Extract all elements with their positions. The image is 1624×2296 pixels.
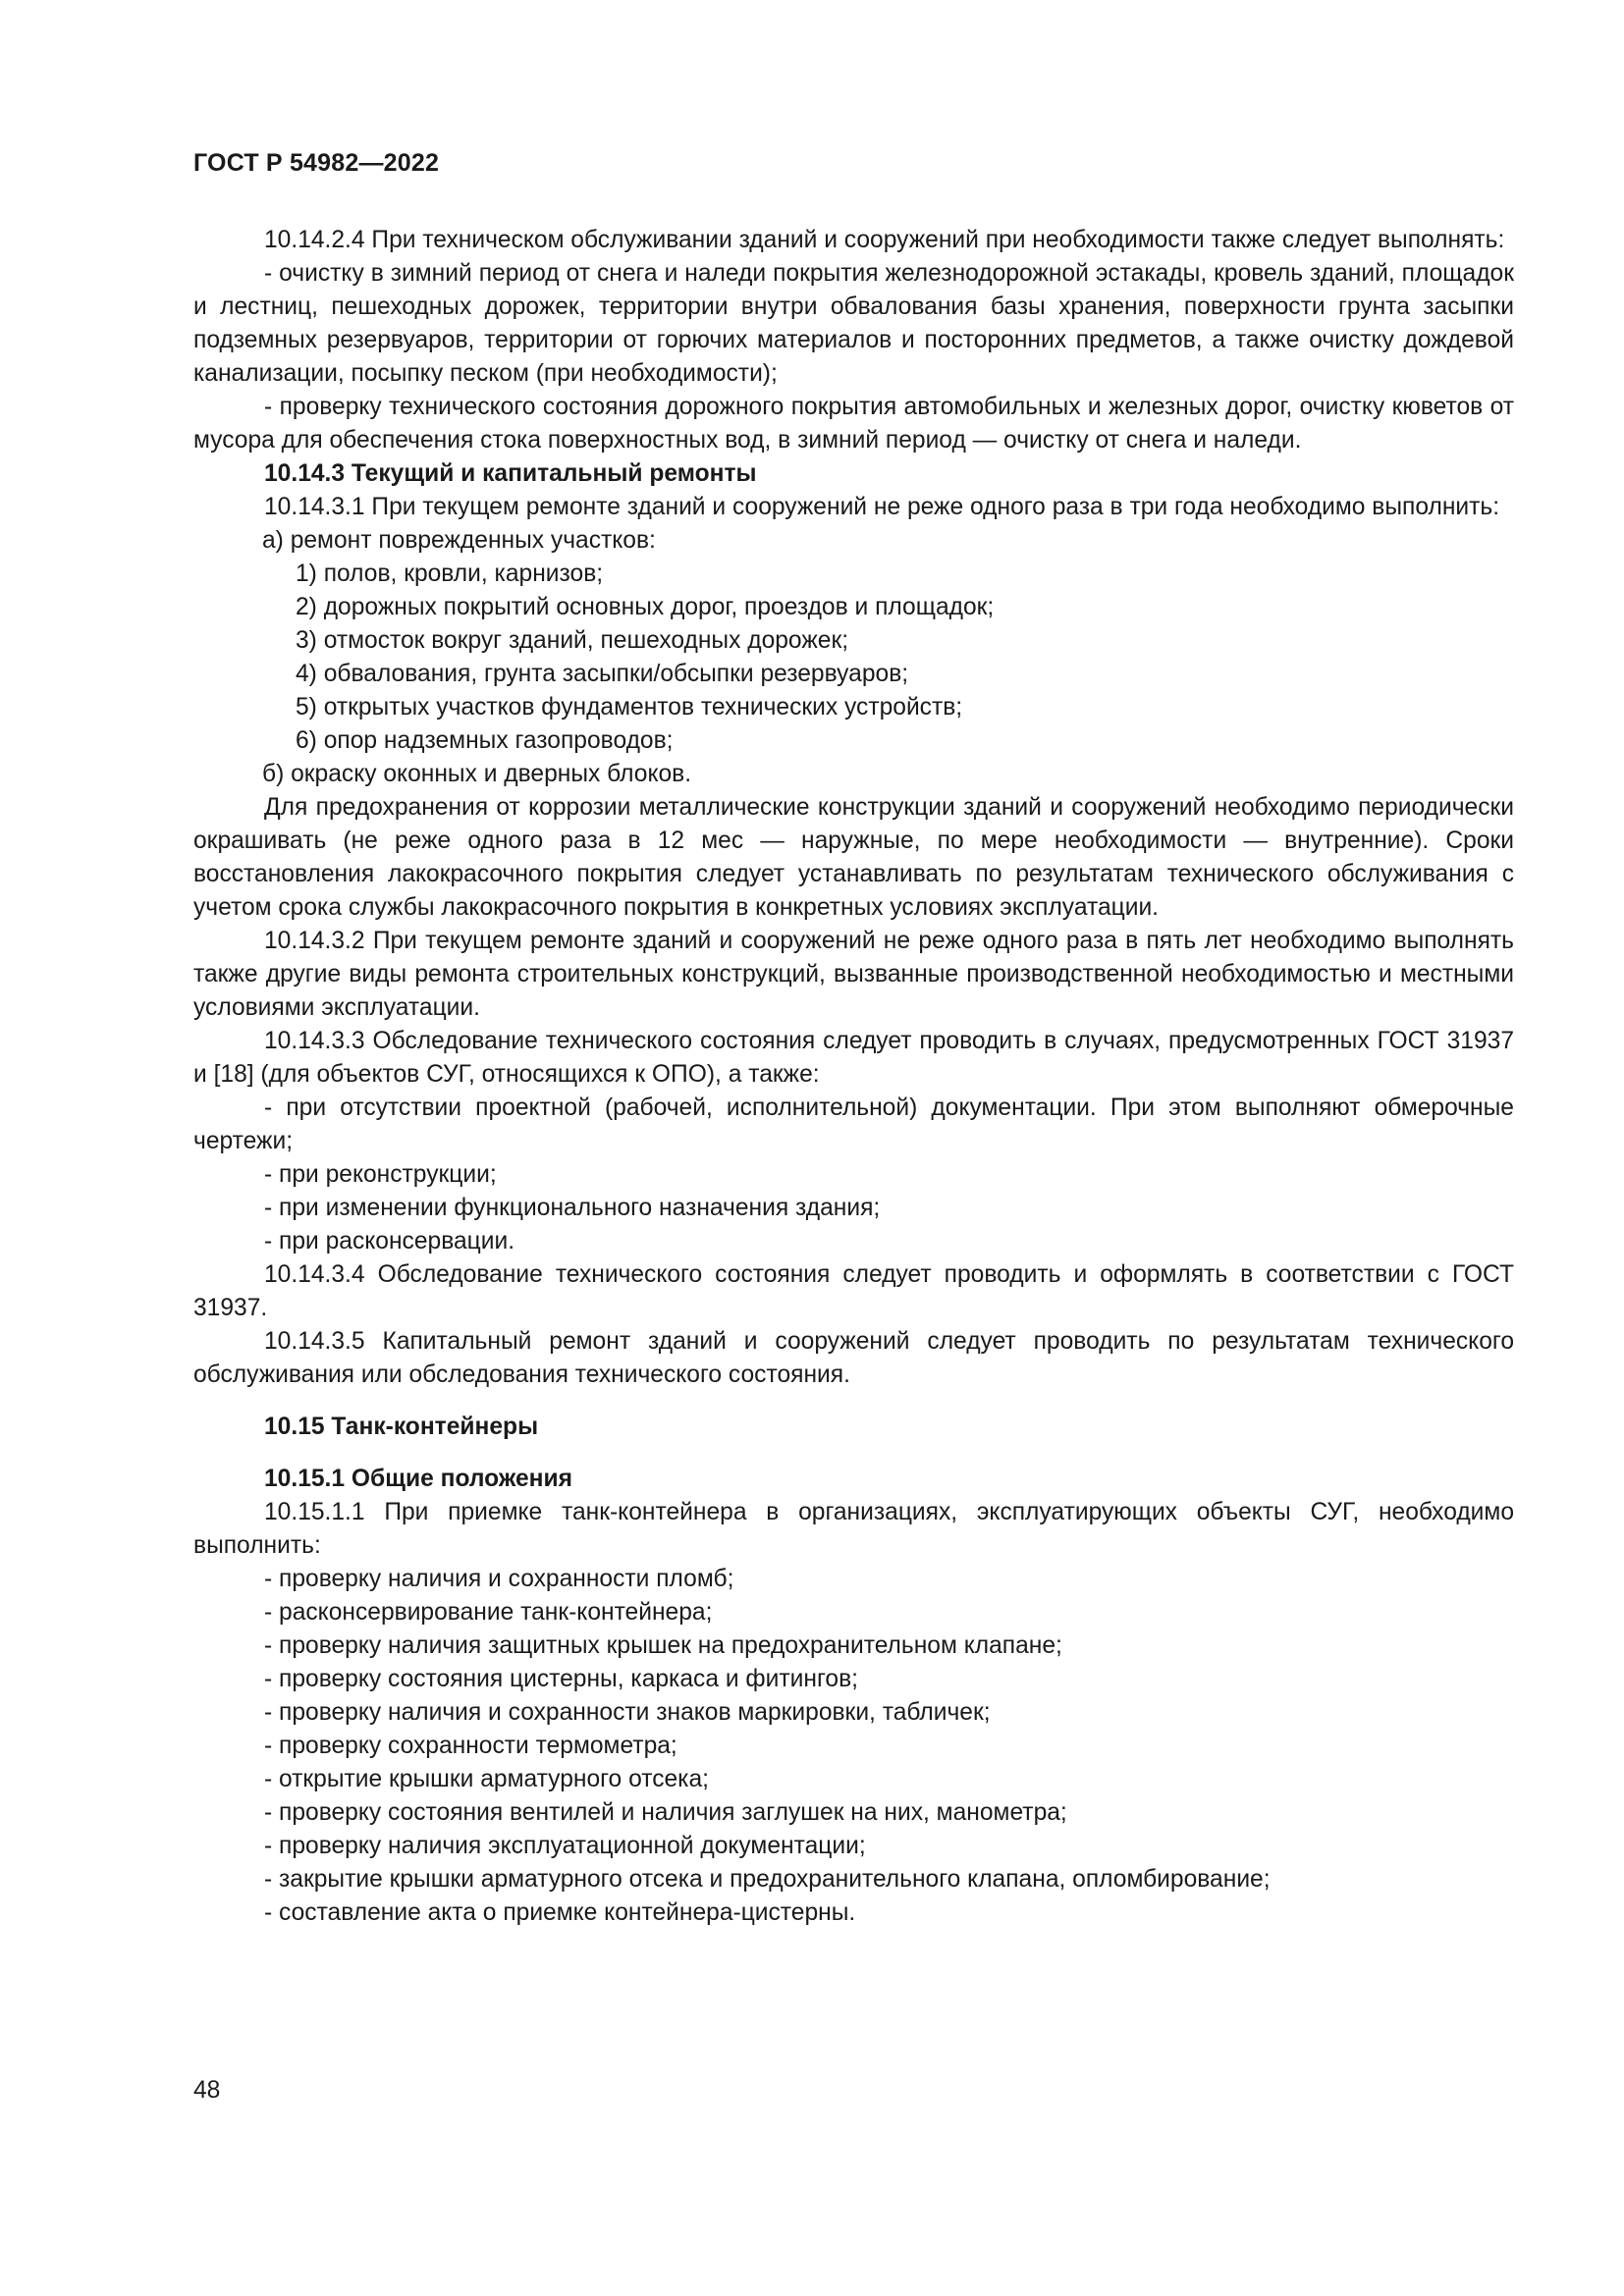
paragraph-7: 1) полов, кровли, карнизов; <box>296 561 604 587</box>
paragraph-25: 10.15.1.1 При приемке танк-контейнера в организациях, эксплуатирующих объекты СУГ, необходимо выполнить: <box>193 1499 1514 1559</box>
paragraph-21: 10.14.3.4 Обследование технического состояния следует проводить и оформлять в соответствии с ГОСТ 31937. <box>193 1261 1514 1321</box>
paragraph-3: - проверку технического состояния дорожного покрытия автомобильных и железных дорог, очистку кюветов от мусора для обеспечения стока поверхностных вод, в зимний период — очистку от снега и наледи. <box>193 394 1514 454</box>
paragraph-2: - очистку в зимний период от снега и наледи покрытия железнодорожной эстакады, кровель зданий, площадок и лестниц, пешеходных дорожек, территории внутри обвалования базы хранения, поверхности грунта засыпки подземных резервуаров, территории от горючих материалов и посторонних предметов, а также очистку дождевой канализации, посыпку песком (при необходимости); <box>193 260 1514 387</box>
paragraph-29: - проверку состояния цистерны, каркаса и фитингов; <box>264 1666 858 1692</box>
paragraph-34: - проверку наличия эксплуатационной документации; <box>264 1833 866 1859</box>
document-header: ГОСТ Р 54982—2022 <box>193 149 440 177</box>
paragraph-24: 10.15.1 Общие положения <box>264 1466 572 1492</box>
paragraph-22: 10.14.3.5 Капитальный ремонт зданий и сооружений следует проводить по результатам технического обслуживания или обследования технического состояния. <box>193 1328 1514 1388</box>
paragraph-14: Для предохранения от коррозии металлические конструкции зданий и сооружений необходимо периодически окрашивать (не реже одного раза в 12 мес — наружные, по мере необходимости — внутренние). Сроки восстановления лакокрасочного покрытия следует устанавливать по результатам технического обслуживания с учетом срока службы лакокрасочного покрытия в конкретных условиях эксплуатации. <box>193 794 1514 921</box>
paragraph-36: - составление акта о приемке контейнера-цистерны. <box>264 1899 856 1926</box>
paragraph-6: а) ремонт поврежденных участков: <box>262 527 656 554</box>
paragraph-4: 10.14.3 Текущий и капитальный ремонты <box>264 460 757 487</box>
paragraph-27: - расконсервирование танк-контейнера; <box>264 1599 713 1626</box>
paragraph-15: 10.14.3.2 При текущем ремонте зданий и сооружений не реже одного раза в пять лет необходимо выполнять также другие виды ремонта строительных конструкций, вызванные производственной необходимостью и местными условиями эксплуатации. <box>193 928 1514 1021</box>
paragraph-35: - закрытие крышки арматурного отсека и предохранительного клапана, опломбирование; <box>264 1866 1271 1893</box>
paragraph-30: - проверку наличия и сохранности знаков маркировки, табличек; <box>264 1699 991 1726</box>
paragraph-10: 4) обвалования, грунта засыпки/обсыпки резервуаров; <box>296 661 909 687</box>
paragraph-1: 10.14.2.4 При техническом обслуживании зданий и сооружений при необходимости также следует выполнять: <box>264 227 1505 253</box>
document-body <box>193 224 1514 1930</box>
paragraph-13: б) окраску оконных и дверных блоков. <box>262 761 692 787</box>
paragraph-26: - проверку наличия и сохранности пломб; <box>264 1566 734 1592</box>
paragraph-33: - проверку состояния вентилей и наличия заглушек на них, манометра; <box>264 1799 1067 1826</box>
paragraph-16: 10.14.3.3 Обследование технического состояния следует проводить в случаях, предусмотренных ГОСТ 31937 и [18] (для объектов СУГ, относящихся к ОПО), а также: <box>193 1028 1514 1088</box>
paragraph-9: 3) отмосток вокруг зданий, пешеходных дорожек; <box>296 627 849 654</box>
paragraph-19: - при изменении функционального назначения здания; <box>264 1195 881 1221</box>
page-number: 48 <box>193 2077 221 2104</box>
paragraph-12: 6) опор надземных газопроводов; <box>296 727 674 754</box>
paragraph-20: - при расконсервации. <box>264 1228 515 1255</box>
paragraph-17: - при отсутствии проектной (рабочей, исполнительной) документации. При этом выполняют обмерочные чертежи; <box>193 1095 1514 1154</box>
paragraph-11: 5) открытых участков фундаментов технических устройств; <box>296 694 963 721</box>
paragraph-31: - проверку сохранности термометра; <box>264 1733 677 1759</box>
paragraph-23: 10.15 Танк-контейнеры <box>264 1414 539 1440</box>
paragraph-28: - проверку наличия защитных крышек на предохранительном клапане; <box>264 1632 1062 1659</box>
paragraph-32: - открытие крышки арматурного отсека; <box>264 1766 709 1792</box>
paragraph-18: - при реконструкции; <box>264 1161 497 1188</box>
paragraph-5: 10.14.3.1 При текущем ремонте зданий и сооружений не реже одного раза в три года необходимо выполнить: <box>264 494 1500 520</box>
paragraph-8: 2) дорожных покрытий основных дорог, проездов и площадок; <box>296 594 995 620</box>
